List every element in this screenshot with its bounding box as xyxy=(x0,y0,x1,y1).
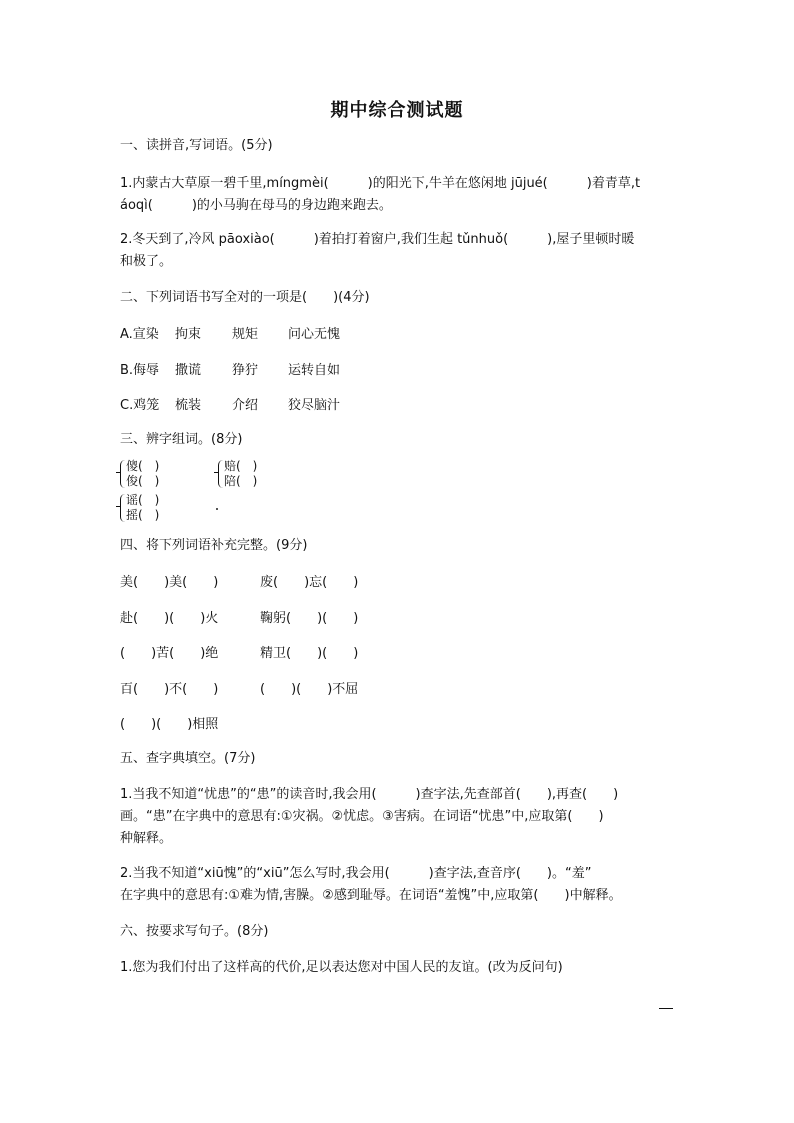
section-2-heading: 二、下列词语书写全对的一项是( )(4分) xyxy=(120,290,370,305)
char-pair-group xyxy=(218,460,278,490)
idiom-blank: ( )( )相照 xyxy=(120,717,219,732)
section-3-heading: 三、辨字组词。(8分) xyxy=(120,432,243,447)
section-4-heading: 四、将下列词语补充完整。(9分) xyxy=(120,538,308,553)
char-pair-item: 谣( ) xyxy=(126,493,160,507)
question-1-1-line-2: áoqì( )的小马驹在母马的身边跑来跑去。 xyxy=(120,198,392,213)
question-5-2-line-1: 2.当我不知道“xiū愧”的“xiū”怎么写时,我会用( )查字法,查音序( )。“羞” xyxy=(120,866,592,881)
idiom-blank: 赴( )( )火 xyxy=(120,611,219,626)
idiom-blank: ( )( )不屈 xyxy=(260,682,359,697)
question-1-1-line-1: 1.内蒙古大草原一碧千里,míngmèi( )的阳光下,牛羊在悠闲地 jūjué( )着青草,t xyxy=(120,176,641,191)
char-pair-item: 俊( ) xyxy=(126,474,160,488)
question-5-1-line-3: 种解释。 xyxy=(120,831,173,846)
option-word: 狰狞 xyxy=(232,363,259,378)
char-pair-group xyxy=(120,494,180,524)
section-5-heading: 五、查字典填空。(7分) xyxy=(120,751,256,766)
option-word: 拘束 xyxy=(175,327,202,342)
option-word: 介绍 xyxy=(232,398,259,413)
option-label: B.侮辱 xyxy=(120,363,160,378)
page-title: 期中综合测试题 xyxy=(330,100,464,121)
option-word: 梳装 xyxy=(175,398,202,413)
question-5-1-line-1: 1.当我不知道“忧患”的“患”的读音时,我会用( )查字法,先查部首( ),再查( ) xyxy=(120,787,619,802)
option-word: 规矩 xyxy=(232,327,259,342)
option-word: 撒谎 xyxy=(175,363,202,378)
idiom-blank: ( )苦( )绝 xyxy=(120,646,219,661)
option-word: 运转自如 xyxy=(288,363,341,378)
option-word: 问心无愧 xyxy=(288,327,341,342)
option-word: 狡尽脑汁 xyxy=(288,398,341,413)
char-pair-item: 陪( ) xyxy=(224,474,258,488)
question-5-2-line-2: 在字典中的意思有:①难为情,害臊。②感到耻辱。在词语“羞愧”中,应取第( )中解释。 xyxy=(120,888,622,903)
char-pair-item: 摇( ) xyxy=(126,508,160,522)
section-6-heading: 六、按要求写句子。(8分) xyxy=(120,924,269,939)
idiom-blank: 百( )不( ) xyxy=(120,682,219,697)
option-label: A.宣染 xyxy=(120,327,159,342)
char-pair-item: 傻( ) xyxy=(126,459,160,473)
page-footer-dash xyxy=(659,1008,673,1009)
idiom-blank: 鞠躬( )( ) xyxy=(260,611,359,626)
idiom-blank: 美( )美( ) xyxy=(120,575,219,590)
scan-mark xyxy=(216,508,218,510)
question-1-2-line-1: 2.冬天到了,冷风 pāoxiào( )着拍打着窗户,我们生起 tǔnhuǒ( ),屋子里顿时暖 xyxy=(120,232,635,247)
question-1-2-line-2: 和极了。 xyxy=(120,254,173,269)
section-1-heading: 一、读拼音,写词语。(5分) xyxy=(120,138,273,153)
idiom-blank: 精卫( )( ) xyxy=(260,646,359,661)
char-pair-group xyxy=(120,460,180,490)
question-5-1-line-2: 画。“患”在字典中的意思有:①灾祸。②忧虑。③害病。在词语“忧患”中,应取第( ) xyxy=(120,809,604,824)
option-label: C.鸡笼 xyxy=(120,398,160,413)
char-pair-item: 赔( ) xyxy=(224,459,258,473)
idiom-blank: 废( )忘( ) xyxy=(260,575,359,590)
question-6-1: 1.您为我们付出了这样高的代价,足以表达您对中国人民的友谊。(改为反问句) xyxy=(120,960,563,975)
